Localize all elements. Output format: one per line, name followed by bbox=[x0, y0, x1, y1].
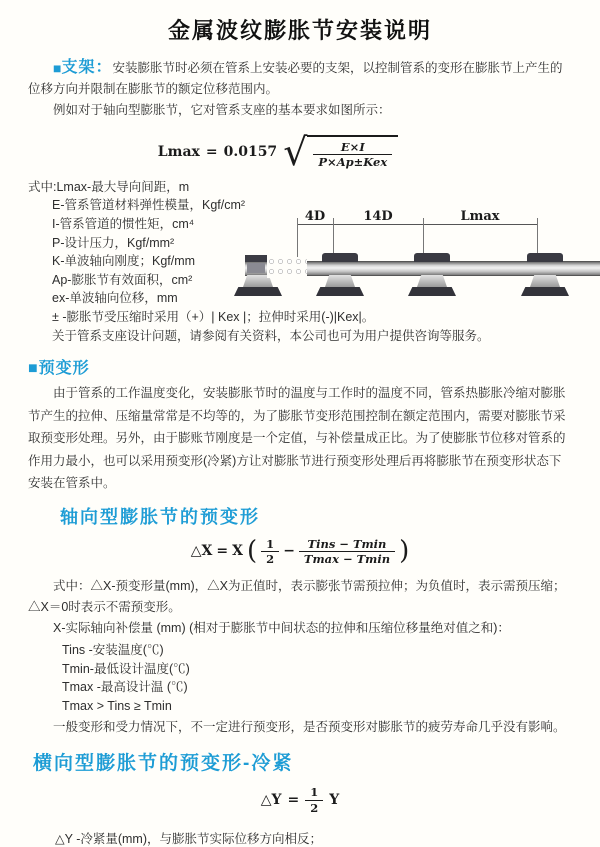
anchor-clamp bbox=[245, 255, 267, 262]
support-neck bbox=[530, 275, 560, 287]
axial-explain-1: 式中：△X-预变形量(mm)，△X为正值时，表示膨张节需预拉伸；为负值时，表示需预压缩；△X＝0时表示不需预变形。 bbox=[28, 579, 566, 615]
support-section-heading: 支架： bbox=[61, 59, 113, 76]
axial-subsection-heading: 轴向型膨胀节的预变形 bbox=[60, 506, 260, 527]
definition-line: ± -膨胀节受压缩时采用（+）| Kex |；拉伸时采用(-)|Kex|。 bbox=[52, 309, 375, 324]
axial-explain-2: X-实际轴向补偿量 (mm) (相对于膨胀节中间状态的拉伸和压缩位移量绝对值之和)： bbox=[53, 621, 510, 636]
sqrt-radical-icon: √ bbox=[283, 130, 308, 175]
temp-line-tins: Tins -安装温度(℃) bbox=[62, 643, 164, 658]
support-example-line: 例如对于轴向型膨胀节，它对管系支座的基本要求如图所示： bbox=[53, 103, 391, 117]
page-title: 金属波纹膨胀节安装说明 bbox=[167, 18, 432, 43]
definition-line: 式中:Lmax-最大导向间距，m bbox=[28, 179, 190, 194]
document-page bbox=[0, 14, 600, 847]
bellows-coil bbox=[267, 257, 307, 278]
one-half-fraction bbox=[261, 537, 279, 567]
one-half-fraction bbox=[305, 785, 323, 815]
formula-lmax-fraction bbox=[313, 140, 392, 170]
dim-label-4d: 4D bbox=[301, 210, 329, 223]
open-paren: ( bbox=[247, 536, 258, 567]
blue-square-icon: ■ bbox=[28, 360, 39, 378]
definition-line: Ap-膨胀节有效面积，cm² bbox=[52, 272, 193, 287]
anchor-block bbox=[247, 263, 265, 273]
equals-sign: = bbox=[287, 792, 300, 809]
temp-line-tmin: Tmin-最低设计温度(℃) bbox=[62, 661, 190, 676]
close-paren: ) bbox=[399, 536, 410, 567]
anchor-support-foot bbox=[234, 287, 282, 296]
definition-line: ex-单波轴向位移，mm bbox=[52, 291, 178, 306]
equals-sign: = bbox=[205, 144, 218, 161]
temperature-fraction bbox=[299, 537, 395, 567]
definition-line: E-管系管道材料弹性模量，Kgf/cm² bbox=[52, 198, 246, 213]
temp-line-tmax: Tmax -最高设计温 (℃) bbox=[62, 680, 188, 695]
support-foot bbox=[521, 287, 569, 296]
fraction-numerator: 1 bbox=[266, 536, 275, 551]
support-note-line: 关于管系支座设计问题，请参阅有关资料，本公司也可为用户提供咨询等服务。 bbox=[52, 328, 490, 343]
definition-line: I-管系管道的惯性矩，cm⁴ bbox=[52, 216, 195, 231]
fraction-denominator: P×Ap±Kex bbox=[313, 154, 392, 169]
axial-note: 一般变形和受力情况下，不一定进行预变形，是否预变形对膨胀节的疲劳寿命几乎没有影响。 bbox=[53, 720, 566, 735]
minus-sign: − bbox=[283, 543, 295, 560]
formula-lmax bbox=[157, 130, 398, 175]
predeform-section-heading bbox=[28, 355, 572, 378]
support-intro-paragraph bbox=[28, 57, 572, 100]
support-clamp bbox=[322, 253, 358, 262]
temp-inequality: Tmax > Tins ≥ Tmin bbox=[62, 698, 172, 713]
fraction-denominator: 2 bbox=[261, 551, 279, 566]
support-foot bbox=[408, 287, 456, 296]
dimension-tick bbox=[297, 218, 298, 262]
blue-square-icon: ■ bbox=[53, 60, 62, 76]
dim-label-lmax: Lmax bbox=[456, 210, 503, 223]
formula-lmax-coef: 0.0157 bbox=[223, 144, 278, 161]
formula-dy-rhs: Y bbox=[329, 792, 340, 809]
support-intro-text: 安装膨胀节时必须在管系上安装必要的支架，以控制管系的变形在膨胀节上产生的位移方向并限制在膨胀节的额定位移范围内。 bbox=[28, 61, 563, 96]
support-neck bbox=[417, 275, 447, 287]
formula-delta-y bbox=[261, 785, 340, 815]
formula-lmax-lhs: Lmax bbox=[157, 144, 200, 161]
lateral-explain-line: △Y -冷紧量(mm)，与膨胀节实际位移方向相反； bbox=[55, 832, 323, 847]
lateral-section-heading: 横向型膨胀节的预变形-冷紧 bbox=[33, 753, 294, 775]
temperature-definitions bbox=[62, 641, 572, 715]
support-foot bbox=[316, 287, 364, 296]
support-clamp bbox=[527, 253, 563, 262]
equals-sign: = bbox=[216, 543, 229, 560]
fraction-numerator: Tins − Tmin bbox=[307, 536, 387, 551]
predeform-body-paragraph: 由于管系的工作温度变化，安装膨胀节时的温度与工作时的温度不同，管系热膨胀冷缩对膨胀节产生的拉伸、压缩量常常是不均等的，为了膨胀节变形范围控制在额定范围内，需要对膨胀节采取预变形处理。另外，由于膨账节刚度是一个定值，与补偿量成正比。为了使膨胀节位移对管系的作用力最小，也可以采用预变形(冷紧)方让对膨胀节进行预变形处理后再将膨胀节在预变形状态下安装在管系中。 bbox=[28, 386, 566, 491]
definition-line: P-设计压力，Kgf/mm² bbox=[52, 235, 175, 250]
support-clamp bbox=[414, 253, 450, 262]
definition-line: K-单波轴向刚度；Kgf/mm bbox=[52, 254, 196, 269]
fraction-numerator: E×I bbox=[340, 140, 365, 154]
formula-delta-x bbox=[191, 537, 409, 567]
predeform-heading-text: 预变形 bbox=[38, 360, 90, 378]
pipe-support-diagram bbox=[245, 210, 600, 310]
formula-dy-lhs: △Y bbox=[260, 792, 282, 809]
fraction-denominator: 2 bbox=[305, 800, 323, 815]
formula-dx-lhs: △X bbox=[190, 543, 213, 560]
sqrt-vinculum bbox=[307, 135, 398, 170]
fraction-numerator: 1 bbox=[310, 785, 319, 800]
dim-label-14d: 14D bbox=[359, 210, 396, 223]
fraction-denominator: Tmax − Tmin bbox=[299, 551, 395, 566]
support-neck bbox=[325, 275, 355, 287]
formula-dx-coef: X bbox=[232, 543, 244, 560]
